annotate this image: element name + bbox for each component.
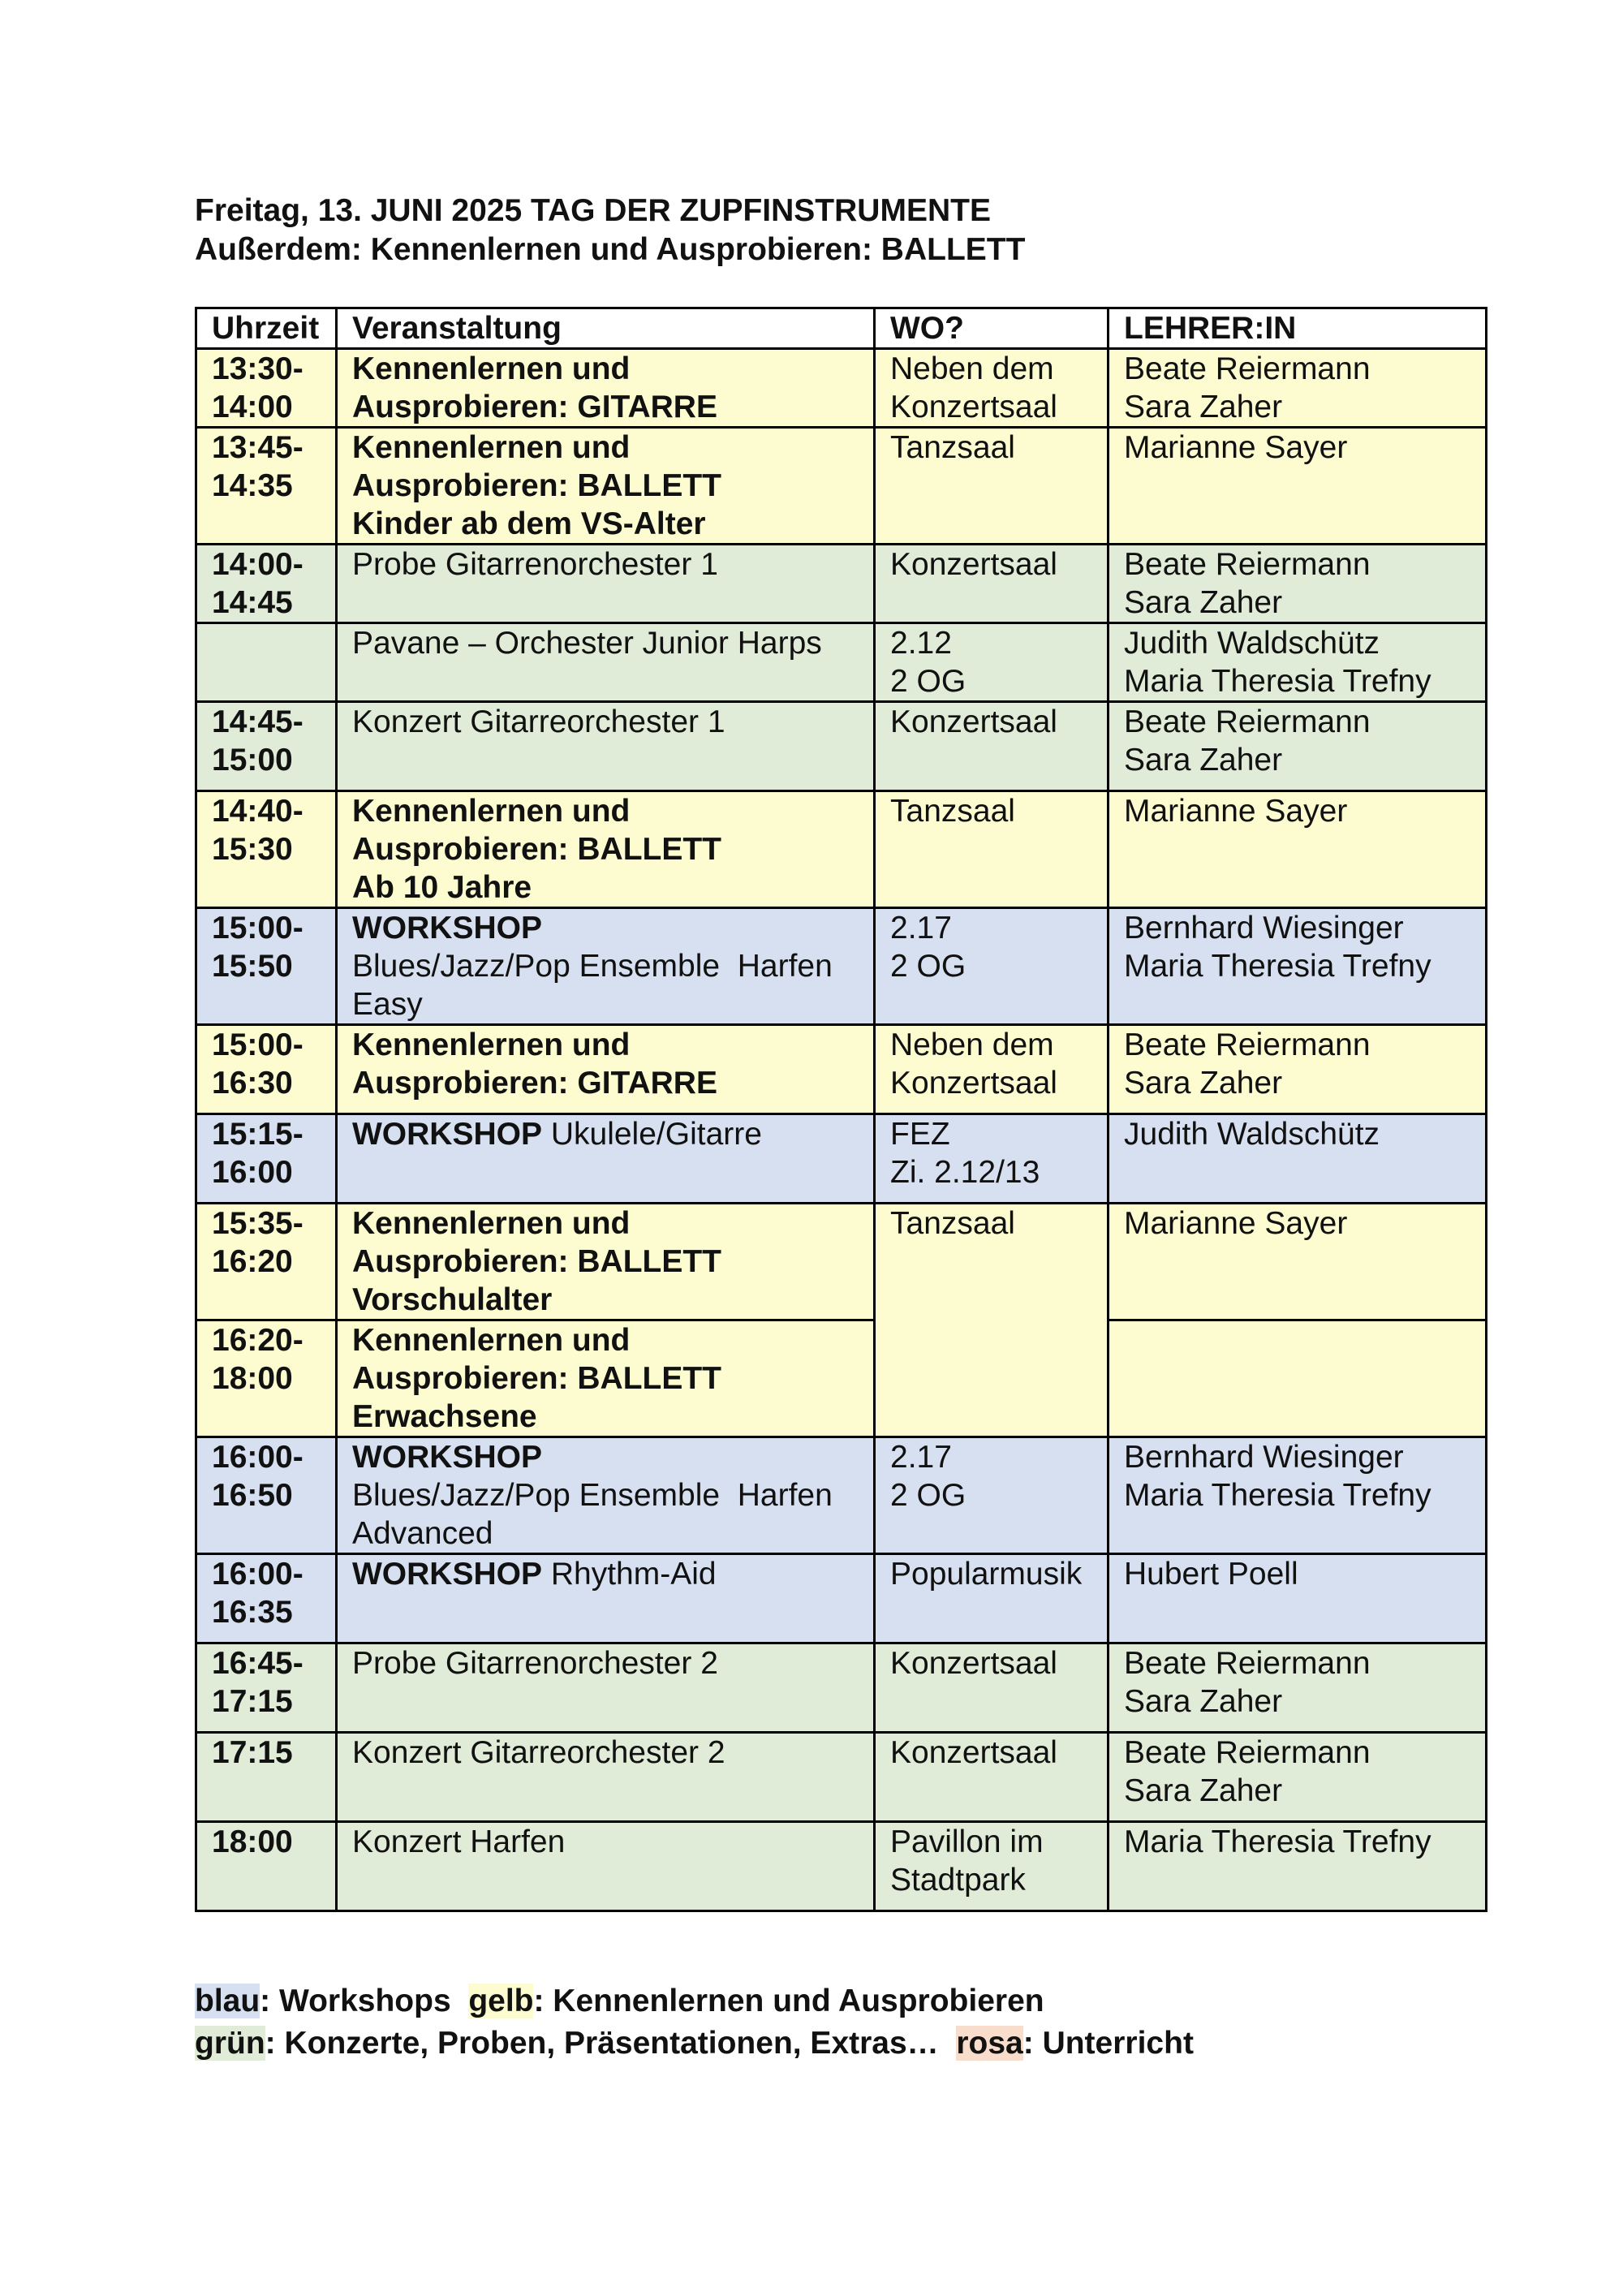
cell-where: Neben dem Konzertsaal	[875, 349, 1109, 428]
cell-time: 14:40- 15:30	[196, 791, 337, 908]
cell-time: 16:00- 16:35	[196, 1554, 337, 1643]
cell-where: Konzertsaal	[875, 1733, 1109, 1822]
cell-time: 15:00- 15:50	[196, 908, 337, 1025]
cell-event: WORKSHOP Rhythm-Aid	[337, 1554, 875, 1643]
table-row	[196, 1733, 1487, 1822]
cell-teacher: Judith Waldschütz Maria Theresia Trefny	[1109, 623, 1487, 702]
legend-line-2	[195, 2022, 1194, 2065]
cell-where: Neben dem Konzertsaal	[875, 1025, 1109, 1114]
color-legend	[195, 1980, 1194, 2065]
cell-where: Tanzsaal	[875, 1204, 1109, 1437]
cell-where: 2.17 2 OG	[875, 1437, 1109, 1554]
legend-gruen-text: : Konzerte, Proben, Präsentationen, Extras…	[265, 2026, 957, 2061]
legend-blau-text: : Workshops	[260, 1984, 469, 2018]
cell-event: Probe Gitarrenorchester 1	[337, 545, 875, 623]
cell-teacher: Bernhard Wiesinger Maria Theresia Trefny	[1109, 1437, 1487, 1554]
cell-event: Kennenlernen und Ausprobieren: BALLETT Kinder ab dem VS-Alter	[337, 428, 875, 545]
cell-time: 13:30- 14:00	[196, 349, 337, 428]
table-row	[196, 1643, 1487, 1733]
cell-teacher: Marianne Sayer	[1109, 791, 1487, 908]
table-row	[196, 623, 1487, 702]
heading-line-2: Außerdem: Kennenlernen und Ausprobieren: BALLETT	[195, 232, 1026, 267]
cell-teacher: Beate Reiermann Sara Zaher	[1109, 545, 1487, 623]
cell-where: 2.12 2 OG	[875, 623, 1109, 702]
cell-time: 15:15- 16:00	[196, 1114, 337, 1204]
cell-time: 14:00- 14:45	[196, 545, 337, 623]
table-header-row	[196, 308, 1487, 349]
table-row	[196, 545, 1487, 623]
cell-teacher: Judith Waldschütz	[1109, 1114, 1487, 1204]
cell-where: Popularmusik	[875, 1554, 1109, 1643]
schedule-table	[195, 307, 1487, 1912]
cell-event: Kennenlernen und Ausprobieren: BALLETT Erwachsene	[337, 1320, 875, 1437]
cell-teacher: Marianne Sayer	[1109, 1204, 1487, 1320]
cell-event: Probe Gitarrenorchester 2	[337, 1643, 875, 1733]
table-row	[196, 1554, 1487, 1643]
legend-line-1	[195, 1980, 1194, 2022]
page-heading	[195, 192, 1025, 269]
cell-event: Pavane – Orchester Junior Harps	[337, 623, 875, 702]
table-row	[196, 1320, 1487, 1437]
cell-event: WORKSHOP Blues/Jazz/Pop Ensemble Harfen Easy	[337, 908, 875, 1025]
table-row	[196, 1437, 1487, 1554]
cell-teacher: Bernhard Wiesinger Maria Theresia Trefny	[1109, 908, 1487, 1025]
cell-time: 15:00- 16:30	[196, 1025, 337, 1114]
cell-time: 18:00	[196, 1822, 337, 1911]
cell-teacher: Hubert Poell	[1109, 1554, 1487, 1643]
table-row	[196, 1204, 1487, 1320]
header-teacher: LEHRER:IN	[1109, 308, 1487, 349]
cell-event: Konzert Gitarreorchester 1	[337, 702, 875, 791]
cell-where: Tanzsaal	[875, 791, 1109, 908]
cell-where: Konzertsaal	[875, 702, 1109, 791]
cell-time	[196, 623, 337, 702]
cell-event: WORKSHOP Ukulele/Gitarre	[337, 1114, 875, 1204]
cell-where: Pavillon im Stadtpark	[875, 1822, 1109, 1911]
cell-where: Konzertsaal	[875, 545, 1109, 623]
cell-where: 2.17 2 OG	[875, 908, 1109, 1025]
cell-time: 13:45- 14:35	[196, 428, 337, 545]
cell-time: 17:15	[196, 1733, 337, 1822]
legend-gelb: gelb	[468, 1984, 534, 2018]
cell-event: Kennenlernen und Ausprobieren: GITARRE	[337, 1025, 875, 1114]
cell-where: FEZ Zi. 2.12/13	[875, 1114, 1109, 1204]
cell-time: 16:45- 17:15	[196, 1643, 337, 1733]
cell-event: Kennenlernen und Ausprobieren: GITARRE	[337, 349, 875, 428]
legend-rosa: rosa	[956, 2026, 1023, 2061]
cell-event: Kennenlernen und Ausprobieren: BALLETT Vorschulalter	[337, 1204, 875, 1320]
cell-event: Konzert Gitarreorchester 2	[337, 1733, 875, 1822]
cell-time: 16:20- 18:00	[196, 1320, 337, 1437]
cell-event: WORKSHOP Blues/Jazz/Pop Ensemble Harfen Advanced	[337, 1437, 875, 1554]
legend-rosa-text: : Unterricht	[1022, 2026, 1194, 2061]
header-where: WO?	[875, 308, 1109, 349]
table-row	[196, 1025, 1487, 1114]
cell-teacher: Marianne Sayer	[1109, 428, 1487, 545]
cell-teacher	[1109, 1320, 1487, 1437]
cell-event: Konzert Harfen	[337, 1822, 875, 1911]
table-row	[196, 702, 1487, 791]
cell-teacher: Beate Reiermann Sara Zaher	[1109, 349, 1487, 428]
table-row	[196, 1114, 1487, 1204]
cell-where: Tanzsaal	[875, 428, 1109, 545]
cell-teacher: Beate Reiermann Sara Zaher	[1109, 1733, 1487, 1822]
cell-time: 14:45- 15:00	[196, 702, 337, 791]
cell-event: Kennenlernen und Ausprobieren: BALLETT Ab 10 Jahre	[337, 791, 875, 908]
cell-where: Konzertsaal	[875, 1643, 1109, 1733]
table-row	[196, 349, 1487, 428]
header-event: Veranstaltung	[337, 308, 875, 349]
table-row	[196, 428, 1487, 545]
legend-gruen: grün	[195, 2026, 265, 2061]
cell-teacher: Beate Reiermann Sara Zaher	[1109, 702, 1487, 791]
legend-gelb-text: : Kennenlernen und Ausprobieren	[533, 1984, 1044, 2018]
cell-teacher: Beate Reiermann Sara Zaher	[1109, 1643, 1487, 1733]
header-time: Uhrzeit	[196, 308, 337, 349]
cell-teacher: Beate Reiermann Sara Zaher	[1109, 1025, 1487, 1114]
cell-time: 15:35- 16:20	[196, 1204, 337, 1320]
heading-line-1: Freitag, 13. JUNI 2025 TAG DER ZUPFINSTRUMENTE	[195, 193, 991, 228]
legend-blau: blau	[195, 1984, 260, 2018]
table-row	[196, 791, 1487, 908]
table-row	[196, 908, 1487, 1025]
cell-teacher: Maria Theresia Trefny	[1109, 1822, 1487, 1911]
cell-time: 16:00- 16:50	[196, 1437, 337, 1554]
table-row	[196, 1822, 1487, 1911]
